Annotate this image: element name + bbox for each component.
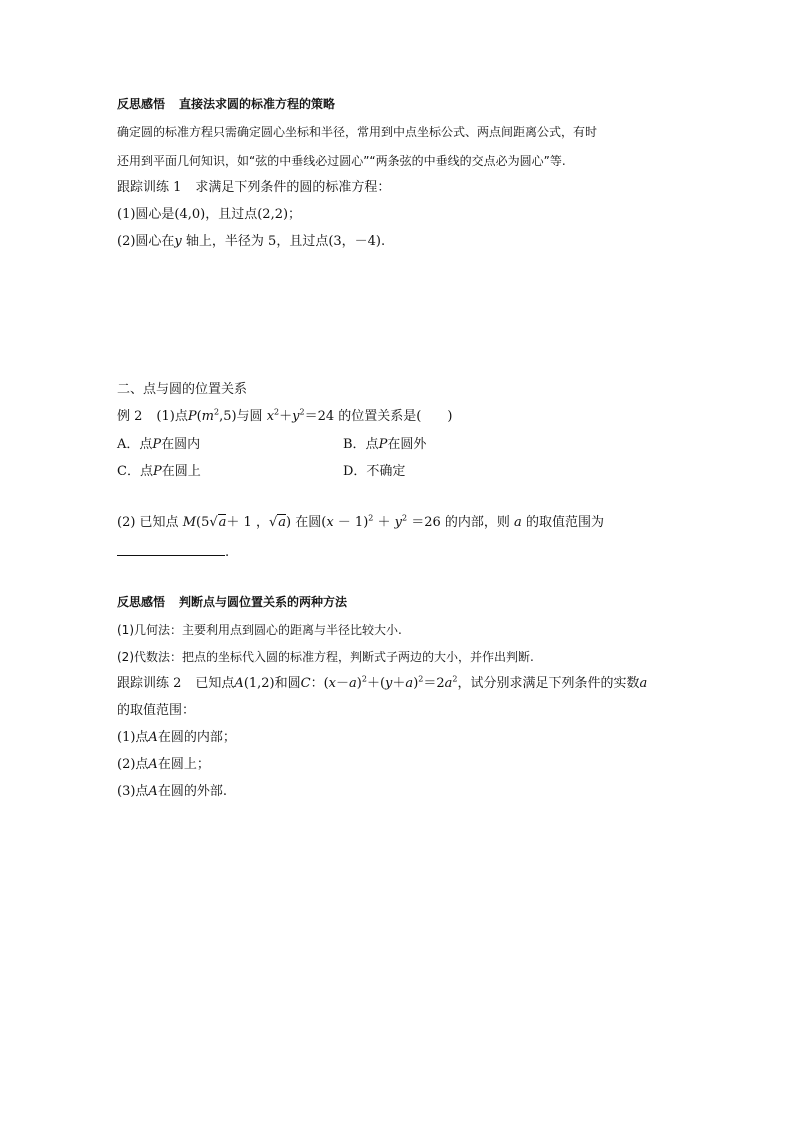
training-2-item-1 [117, 730, 236, 746]
example-2-question-2 [117, 515, 604, 531]
t2-item-part: (2)点 [117, 757, 149, 772]
training-1-heading: 跟踪训练 1 [117, 180, 182, 195]
var-a: a [514, 515, 522, 530]
exp-2: 2 [452, 674, 458, 684]
var-a: a [639, 676, 648, 691]
reflection-1-text-line-2: 还用到平面几何知识，如“弦的中垂线必过圆心”“两条弦的中垂线的交点必为圆心”等. [117, 154, 566, 168]
option-b[interactable] [343, 437, 426, 453]
training-1-item-2 [117, 234, 385, 250]
t2-item-part: (1)点 [117, 730, 149, 745]
var-a: a [218, 515, 227, 530]
var-a: a [349, 676, 357, 691]
exp-2: 2 [361, 674, 367, 684]
example-2-label: 例 2 [117, 409, 143, 424]
reflection-1-heading-line [117, 96, 335, 112]
var-x: x [326, 515, 334, 530]
reflection-2-heading-line [117, 594, 347, 610]
q1-part: ( [196, 409, 202, 424]
t2-part: (1,2)和圆 [243, 676, 301, 691]
var-y: y [292, 409, 300, 424]
section-2-title: 二、点与圆的位置关系 [117, 382, 248, 397]
exp-2: 2 [402, 513, 408, 523]
var-P: P [187, 409, 197, 424]
t2-item-part: 在圆的内部； [157, 730, 236, 745]
q1-part: ＝24 的位置关系是( ) [304, 409, 453, 424]
q2-part: (2) 已知点 [117, 515, 179, 530]
exp-2: 2 [368, 513, 374, 523]
q1-part: (1)点 [156, 409, 188, 424]
training-1-line [117, 180, 390, 196]
training-2-item-3 [117, 784, 227, 800]
var-a: a [405, 676, 414, 691]
var-P: P [378, 437, 388, 452]
exp-2: 2 [418, 674, 424, 684]
training-2-line-2: 的取值范围： [117, 703, 196, 718]
reflection-1-heading: 反思感悟 [117, 97, 166, 111]
t2-part: ) [413, 676, 419, 691]
answer-blank[interactable] [117, 543, 225, 556]
var-x: x [328, 676, 337, 691]
reflection-1-text-line-1: 确定圆的标准方程只需确定圆心坐标和半径，常用到中点坐标公式、两点间距离公式，有时 [117, 125, 598, 139]
var-M: M [182, 515, 197, 530]
q2-part: ＋ [373, 515, 391, 530]
sqrt-sign: √ [268, 515, 278, 530]
var-a: a [278, 515, 287, 530]
var-y: y [174, 234, 182, 249]
var-A: A [148, 784, 158, 799]
option-c-text: 在圆上 [161, 464, 201, 479]
exp-2: 2 [274, 407, 280, 417]
training-2-line-1 [117, 676, 647, 692]
t2-part: ：( [310, 676, 329, 691]
t2-part: ＋( [366, 676, 386, 691]
t2-part: ＋ [392, 676, 406, 691]
exp-2: 2 [299, 407, 305, 417]
q1-part: ,5)与圆 [219, 409, 263, 424]
training-1-item-1: (1)圆心是(4,0)，且过点(2,2)； [117, 207, 302, 222]
var-m: m [201, 409, 214, 424]
var-P: P [152, 464, 162, 479]
t2-item-part: 在圆的外部. [157, 784, 227, 799]
option-a-label: A．点 [117, 437, 153, 452]
t2-part: ＝2 [423, 676, 445, 691]
example-2-question-1 [117, 409, 452, 425]
var-a: a [444, 676, 453, 691]
var-y: y [385, 676, 393, 691]
reflection-2-method-1: (1)几何法：主要利用点到圆心的距离与半径比较大小. [117, 623, 402, 637]
var-C: C [300, 676, 311, 691]
t2-part: ) [356, 676, 362, 691]
training-1-prompt: 求满足下列条件的圆的标准方程： [195, 180, 391, 195]
var-P: P [152, 437, 162, 452]
training-2-heading: 跟踪训练 2 [117, 676, 182, 691]
q2-part: ) 在圆( [286, 515, 327, 530]
q2-part: － 1) [333, 515, 369, 530]
var-y: y [394, 515, 402, 530]
reflection-2-method-2: (2)代数法：把点的坐标代入圆的标准方程，判断式子两边的大小，并作出判断. [117, 650, 534, 664]
t2-part: ，试分别求满足下列条件的实数 [457, 676, 640, 691]
q2-end: . [225, 545, 230, 560]
training-1-item-2-part-b: 轴上，半径为 5，且过点(3，－4). [181, 234, 386, 249]
q2-part: ＝26 的内部，则 [407, 515, 510, 530]
q1-part: ＋ [279, 409, 293, 424]
reflection-2-heading: 反思感悟 [117, 595, 166, 609]
option-d[interactable]: D．不确定 [343, 464, 406, 479]
option-c[interactable] [117, 464, 201, 480]
reflection-2-title: 判断点与圆位置关系的两种方法 [179, 595, 348, 609]
sqrt-sign: √ [209, 515, 218, 530]
var-A: A [148, 757, 158, 772]
t2-part: － [336, 676, 350, 691]
option-a[interactable] [117, 437, 200, 453]
reflection-1-title: 直接法求圆的标准方程的策略 [179, 97, 336, 111]
training-1-item-2-part-a: (2)圆心在 [117, 234, 175, 249]
q2-part: ＋ 1 ， [226, 515, 269, 530]
var-A: A [148, 730, 158, 745]
t2-part: 已知点 [195, 676, 235, 691]
q2-part: 的取值范围为 [521, 515, 604, 530]
t2-item-part: (3)点 [117, 784, 149, 799]
option-b-label: B．点 [343, 437, 379, 452]
option-a-text: 在圆内 [161, 437, 201, 452]
exp-2: 2 [213, 407, 220, 417]
var-x: x [266, 409, 275, 424]
option-c-label: C．点 [117, 464, 153, 479]
answer-blank-line [117, 543, 229, 561]
training-2-item-2 [117, 757, 210, 773]
q2-part: (5 [196, 515, 210, 530]
var-A: A [234, 676, 244, 691]
option-b-text: 在圆外 [387, 437, 427, 452]
t2-item-part: 在圆上； [157, 757, 210, 772]
